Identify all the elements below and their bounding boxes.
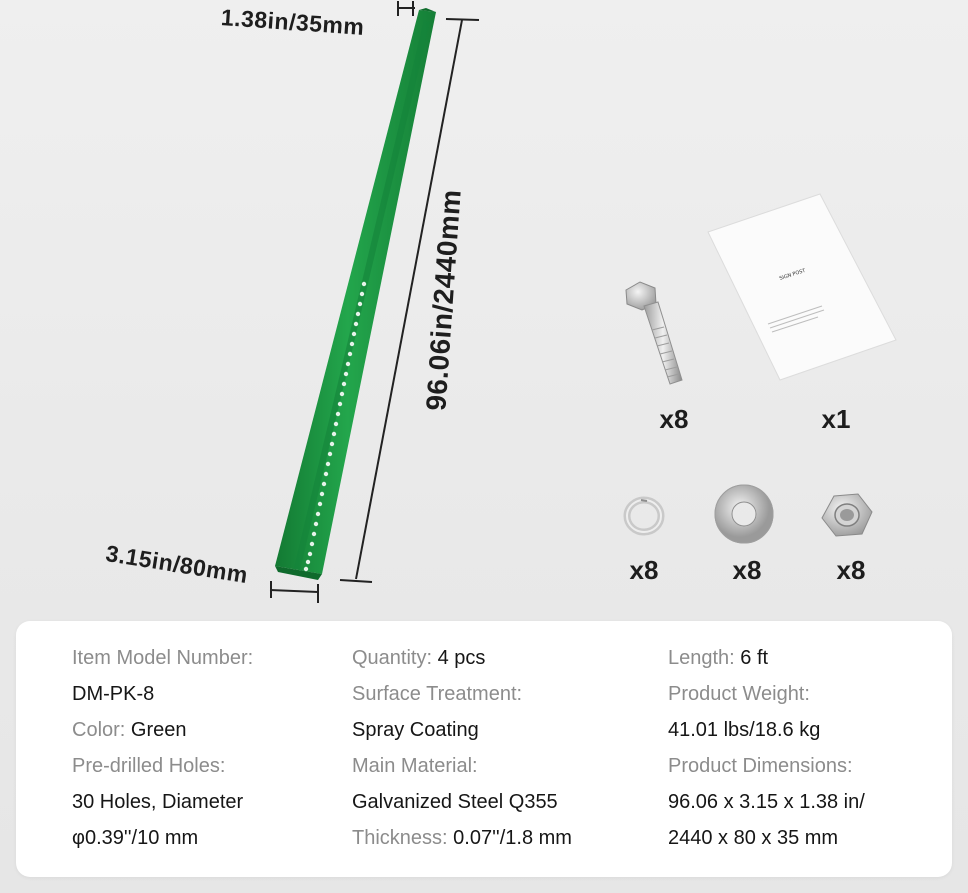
manual-icon: [708, 194, 896, 380]
flat-washer-icon: [715, 485, 773, 543]
quantity-label: Quantity:: [352, 647, 433, 669]
hex-nut-icon: [822, 494, 872, 536]
manual-title: SIGN POST: [778, 267, 807, 282]
spec-column-3: [668, 641, 865, 857]
top-width-label: 1.38in/35mm: [220, 4, 366, 40]
dimensions-label: Product Dimensions:: [668, 755, 853, 777]
quantity-value: 4 pcs: [437, 647, 486, 669]
manual-quantity: x1: [821, 404, 851, 434]
length-spec-value: 6 ft: [740, 647, 769, 669]
weight-label: Product Weight:: [668, 683, 810, 705]
length-spec-label: Length:: [668, 647, 735, 669]
weight-value: 41.01 lbs/18.6 kg: [668, 719, 821, 741]
color-value: Green: [130, 719, 187, 741]
surface-value: Spray Coating: [352, 719, 479, 741]
holes-value-line-2: φ0.39''/10 mm: [72, 827, 199, 849]
item-model-value: DM-PK-8: [72, 683, 155, 705]
material-value: Galvanized Steel Q355: [352, 791, 558, 813]
color-label: Color:: [72, 719, 126, 741]
bottom-width-label: 3.15in/80mm: [103, 540, 250, 589]
spec-column-2: [352, 641, 572, 857]
surface-label: Surface Treatment:: [352, 683, 523, 705]
spec-panel: [16, 621, 952, 877]
sign-post: [275, 8, 436, 580]
nut-quantity: x8: [836, 555, 866, 585]
thickness-label: Thickness:: [352, 827, 448, 849]
bolt-icon: [626, 282, 682, 384]
thickness-value: 0.07''/1.8 mm: [453, 827, 572, 849]
holes-value-line-1: 30 Holes, Diameter: [72, 791, 244, 813]
dimensions-value-line-2: 2440 x 80 x 35 mm: [668, 827, 839, 849]
spec-column-1: [72, 641, 253, 857]
length-label: 96.06in/2440mm: [420, 188, 467, 412]
dimensions-value-line-1: 96.06 x 3.15 x 1.38 in/: [668, 791, 865, 813]
item-model-label: Item Model Number:: [72, 647, 254, 669]
bolt-quantity: x8: [659, 404, 689, 434]
spring-washer-quantity: x8: [629, 555, 659, 585]
material-label: Main Material:: [352, 755, 478, 777]
spring-washer-icon: [627, 500, 661, 532]
flat-washer-quantity: x8: [732, 555, 762, 585]
holes-label: Pre-drilled Holes:: [72, 755, 226, 777]
